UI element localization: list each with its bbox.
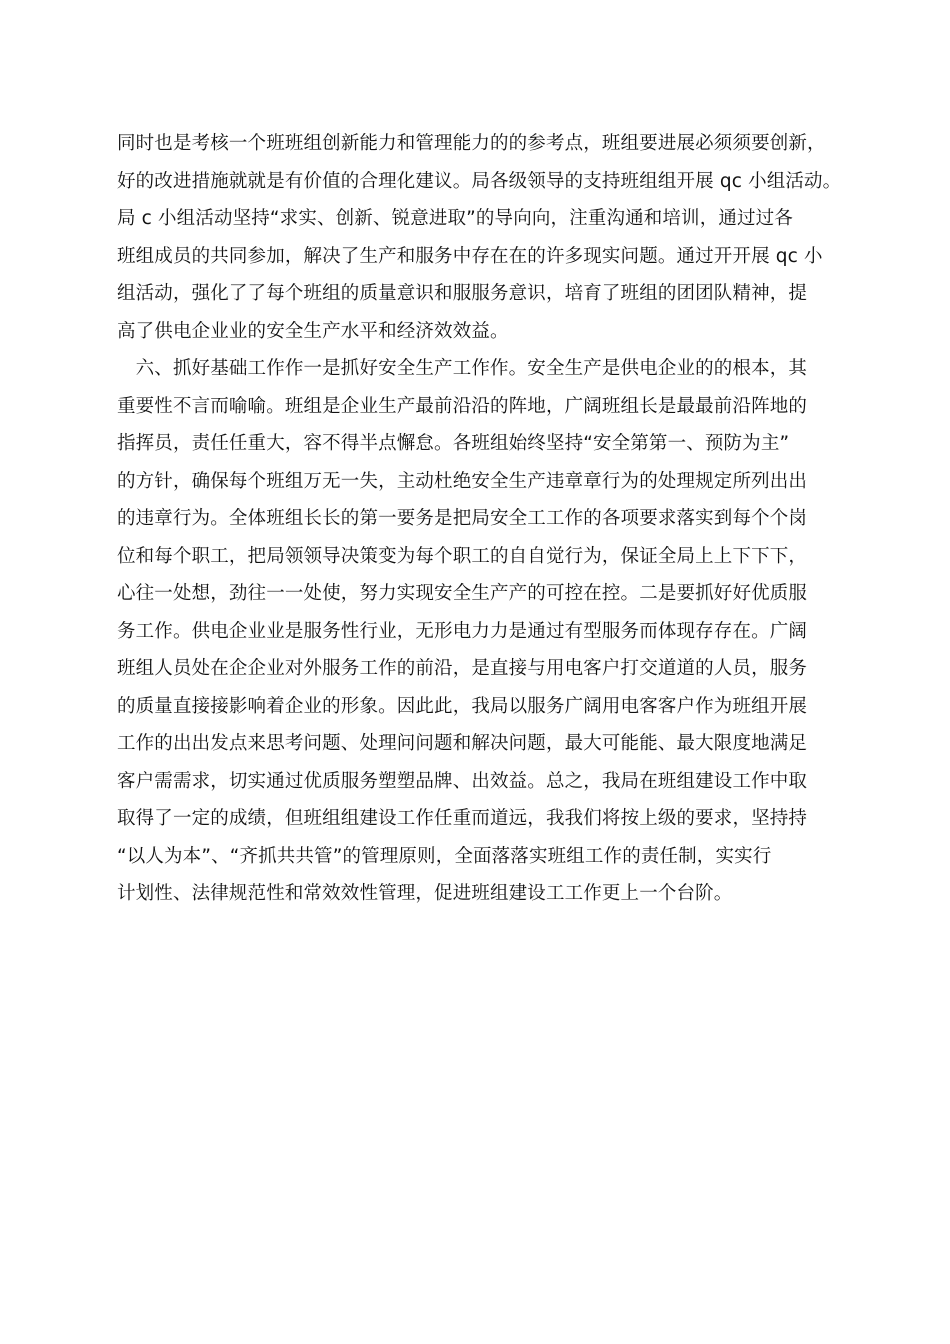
text-line: 的方针，确保每个班组万无一失，主动杜绝安全生产违章章行为的处理规定所列出出	[117, 470, 808, 492]
text-line: 客户需需求，切实通过优质服务塑塑品牌、出效益。总之，我局在班组建设工作中取	[117, 770, 808, 792]
text-line: 同时也是考核一个班班组创新能力和管理能力的的参考点，班组要进展必须须要创新，	[117, 133, 826, 154]
text-line: 计划性、法律规范性和常效效性管理，促进班组建设工工作更上一个台阶。	[117, 883, 733, 904]
text-line: 的质量直接接影响着企业的形象。因此此，我局以服务广阔用电客客户作为班组开展	[117, 695, 808, 717]
text-line: 取得了一定的成绩，但班组组建设工作任重而道远，我我们将按上级的要求，坚持持	[117, 808, 808, 829]
text-line: 指挥员，责任任重大，容不得半点懈怠。各班组始终坚持“安全第第一、预防为主”	[117, 433, 790, 454]
text-line: 高了供电企业业的安全生产水平和经济效效益。	[117, 320, 509, 342]
text-line: 组活动，强化了了每个班组的质量意识和服服务意识，培育了班组的团团队精神，提	[117, 283, 808, 304]
text-line: 班组人员处在企企业对外服务工作的前沿，是直接与用电客户打交道道的人员，服务	[117, 658, 808, 679]
text-line: 工作的出出发点来思考问题、处理问问题和解决问题，最大可能能、最大限度地满足	[117, 733, 808, 754]
text-line: 六、抓好基础工作作一是抓好安全生产工作作。安全生产是供电企业的的根本，其	[117, 358, 808, 379]
text-line: 班组成员的共同参加，解决了生产和服务中存在在的许多现实问题。通过开开展 qc 小	[117, 245, 823, 267]
text-line: 心往一处想，劲往一一处使，努力实现安全生产产的可控在控。二是要抓好好优质服	[117, 583, 808, 604]
text-line: “以人为本”、“齐抓共共管”的管理原则，全面落落实班组工作的责任制，实实行	[117, 845, 772, 867]
body-text	[117, 125, 847, 913]
text-line: 务工作。供电企业业是服务性行业，无形电力力是通过有型服务而体现存存在。广阔	[117, 620, 808, 642]
text-line: 好的改进措施就就是有价值的合理化建议。局各级领导的支持班组组开展 qc 小组活动。	[117, 170, 842, 192]
text-line: 局 c 小组活动坚持“求实、创新、锐意进取”的导向向，注重沟通和培训，通过过各	[117, 208, 793, 229]
text-line: 位和每个职工，把局领领导决策变为每个职工的自自觉行为，保证全局上上下下下，	[117, 545, 808, 567]
text-line: 的违章行为。全体班组长长的第一要务是把局安全工工作的各项要求落实到每个个岗	[117, 508, 808, 529]
text-line: 重要性不言而喻喻。班组是企业生产最前沿沿的阵地，广阔班组长是最最前沿阵地的	[117, 395, 808, 417]
